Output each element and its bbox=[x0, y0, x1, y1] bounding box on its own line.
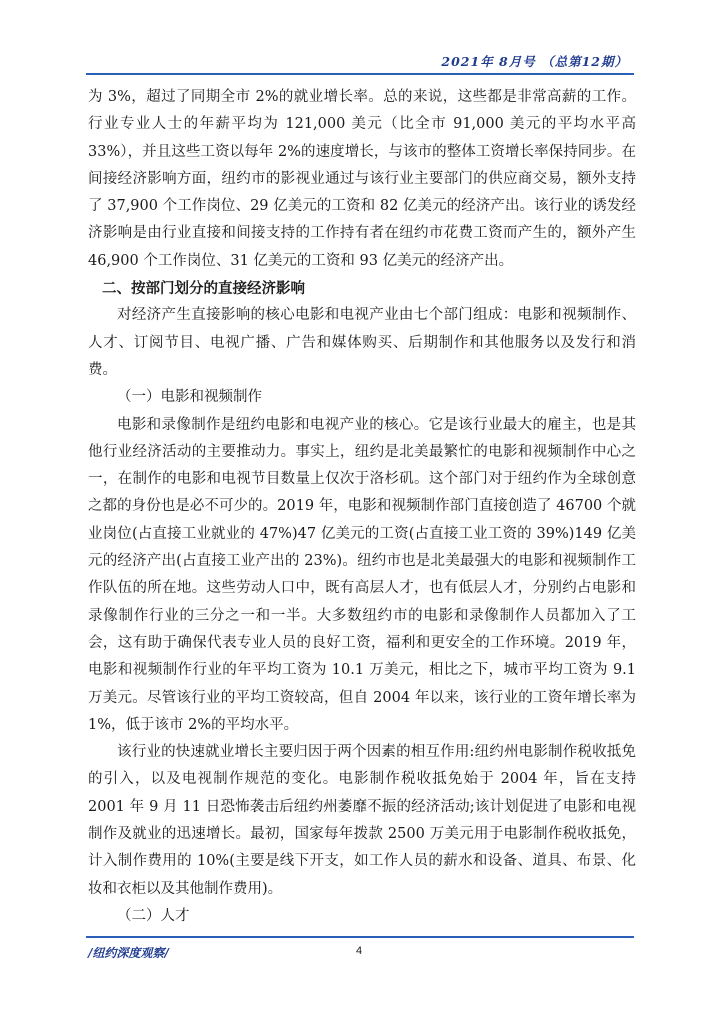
paragraph-sectors: 对经济产生直接影响的核心电影和电视产业由七个部门组成：电影和视频制作、人才、订阅节目、电视广播、广告和媒体购买、后期制作和其他服务以及发行和消费。 bbox=[88, 307, 636, 378]
header-divider bbox=[86, 73, 634, 75]
subheading-film-video: （一）电影和视频制作 bbox=[117, 389, 262, 406]
section-heading: 二、按部门划分的直接经济影响 bbox=[102, 280, 305, 298]
subheading-talent: （二）人才 bbox=[117, 907, 190, 924]
footer-divider bbox=[86, 936, 634, 938]
issue-header: 2021年 8月号 （总第12期） bbox=[441, 54, 628, 69]
paragraph-continued: 为 3%，超过了同期全市 2%的就业增长率。总的来说，这些都是非常高薪的工作。行业专业人士的年薪平均为 121,000 美元（比全市 91,000 美元的平均水平高 33%），并且这些工资以每年 2%的速度增长，与该市的整体工资增长率保持同步。在间接经济影响方面，纽约市的影视业通过与该行业主要部门的供应商交易，额外支持了 37,900 个工作岗位、29 亿美元的工资和 82 亿美元的经济产出。该行业的诱发经济影响是由行业直接和间接支持的工作持有者在纽约市花费工资而产生的，额外产生 46,900 个工作岗位、31 亿美元的工资和 93 亿美元的经济产出。 bbox=[88, 89, 636, 269]
paragraph-film-video: 电影和录像制作是纽约电影和电视产业的核心。它是该行业最大的雇主，也是其他行业经济活动的主要推动力。事实上，纽约是北美最繁忙的电影和视频制作中心之一，在制作的电影和电视节目数量上仅次于洛杉矶。这个部门对于纽约作为全球创意之都的身份也是必不可少的。2019 年，电影和视频制作部门直接创造了 46700 个就业岗位(占直接工业就业的 47%)47 亿美元的工资(占直接工业工资的 39%)149 亿美元的经济产出(占直接工业产出的 23%)。纽约市也是北美最强大的电影和视频制作工作队伍的所在地。这些劳动人口中，既有高层人才，也有低层人才，分别约占电影和录像制作行业的三分之一和一半。大多数纽约市的电影和录像制作人员都加入了工会，这有助于确保代表专业人员的良好工资，福利和更安全的工作环境。2019 年，电影和视频制作行业的年平均工资为 10.1 万美元，相比之下，城市平均工资为 9.1 万美元。尽管该行业的平均工资较高，但自 2004 年以来，该行业的工资年增长率为 1%，低于该市 2%的平均水平。 bbox=[88, 416, 636, 733]
publication-title: /纽约深度观察/ bbox=[88, 946, 169, 960]
article-body bbox=[88, 84, 636, 930]
page-number: 4 bbox=[356, 945, 363, 957]
paragraph-growth: 该行业的快速就业增长主要归因于两个因素的相互作用:纽约州电影制作税收抵免的引入，以及电视制作规范的变化。电影制作税收抵免始于 2004 年，旨在支持 2001 年 9 月 11 日恐怖袭击后纽约州萎靡不振的经济活动;该计划促进了电影和电视制作及就业的迅速增长。最初，国家每年拨款 2500 万美元用于电影制作税收抵免，计入制作费用的 10%(主要是线下开支，如工作人员的薪水和设备、道具、布景、化妆和衣柜以及其他制作费用)。 bbox=[88, 744, 636, 897]
